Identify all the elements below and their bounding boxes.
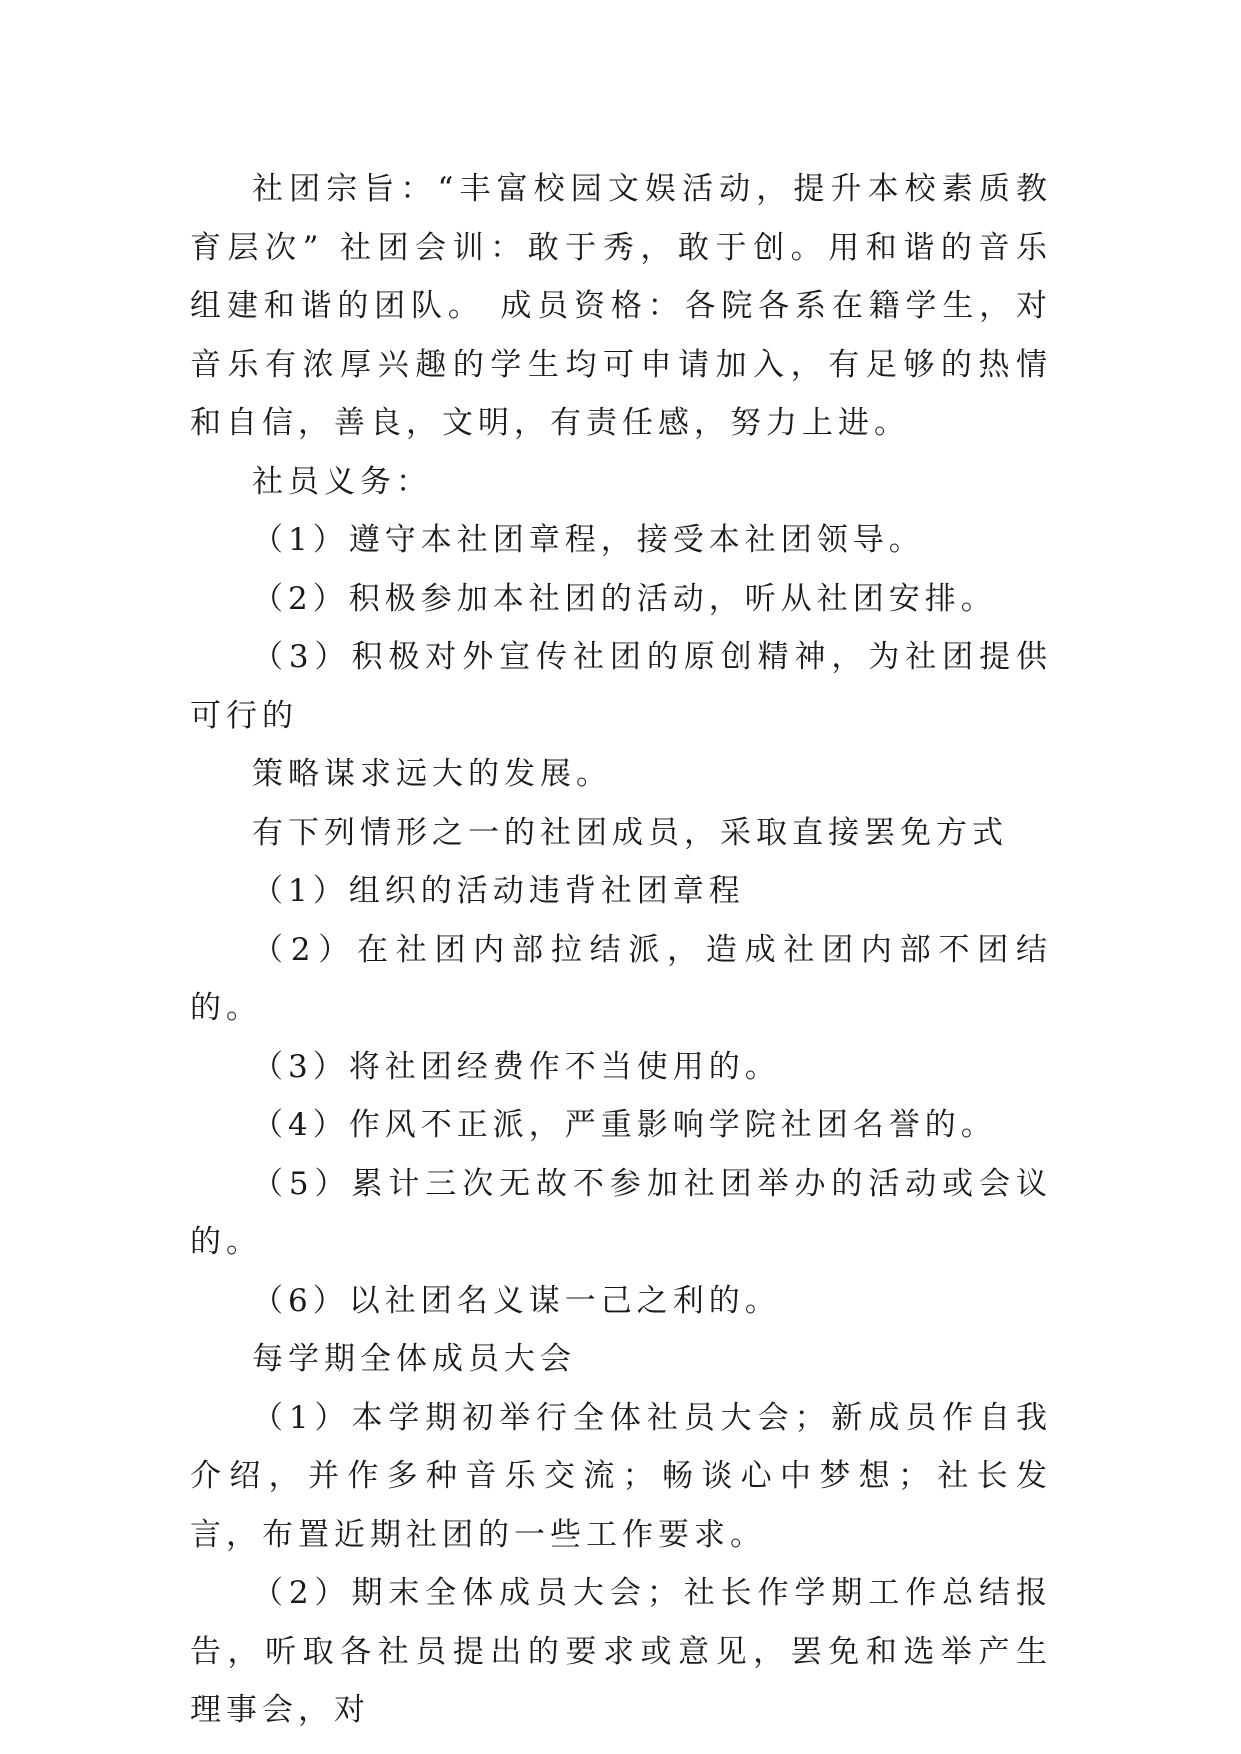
- dismissal-item-3: （3）将社团经费作不当使用的。: [252, 1048, 781, 1085]
- duty-item-1: （1）遵守本社团章程，接受本社团领导。: [252, 522, 925, 558]
- dismissal-item-6: （6）以社团名义谋一己之利的。: [252, 1282, 781, 1319]
- meeting-item-1: （1）本学期初举行全体社员大会；新成员作自我介绍，并作多种音乐交流；畅谈心中梦想；社长发言，布置近期社团的一些工作要求。: [190, 1399, 1052, 1553]
- paragraph-member-duties-heading: 社员义务：: [252, 463, 432, 500]
- duty-item-3: （3）积极对外宣传社团的原创精神，为社团提供可行的: [190, 639, 1052, 734]
- dismissal-item-1: （1）组织的活动违背社团章程: [252, 873, 745, 909]
- paragraph-purpose: 社团宗旨：“丰富校园文娱活动，提升本校素质教育层次” 社团会训：敢于秀，敢于创。用和谐的音乐组建和谐的团队。 成员资格：各院各系在籍学生，对音乐有浓厚兴趣的学生均可申请加入，有足够的热情和自信，善良，文明，有责任感，努力上进。: [190, 171, 1052, 441]
- meeting-item-2: （2）期末全体成员大会；社长作学期工作总结报告，听取各社员提出的要求或意见，罢免和选举产生理事会，对: [190, 1575, 1052, 1728]
- duty-item-2: （2）积极参加本社团的活动，听从社团安排。: [252, 580, 997, 617]
- dismissal-item-4: （4）作风不正派，严重影响学院社团名誉的。: [252, 1107, 997, 1143]
- meeting-heading: 每学期全体成员大会: [252, 1341, 576, 1377]
- document-body: [190, 160, 1052, 1740]
- duty-item-3-continued: 策略谋求远大的发展。: [252, 756, 612, 792]
- dismissal-heading: 有下列情形之一的社团成员，采取直接罢免方式: [252, 814, 1008, 851]
- dismissal-item-2: （2）在社团内部拉结派，造成社团内部不团结的。: [190, 931, 1052, 1026]
- dismissal-item-5: （5）累计三次无故不参加社团举办的活动或会议的。: [190, 1165, 1052, 1260]
